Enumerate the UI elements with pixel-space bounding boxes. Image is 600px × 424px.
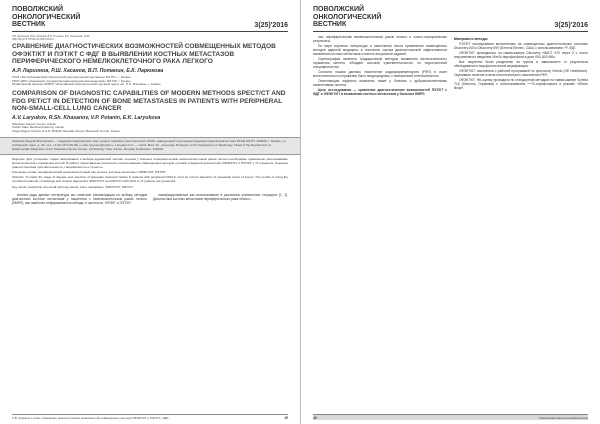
article-title-ru: СРАВНЕНИЕ ДИАГНОСТИЧЕСКИХ ВОЗМОЖНОСТЕЙ СОВМЕЩЕННЫХ МЕТОДОВ ОФЭКТ/КТ И ПЭТ/КТ С ФДГ В ВЫЯВЛЕНИИ КОСТНЫХ МЕТАСТАЗОВ ПЕРИФЕРИЧЕСКОГО НЕМЕЛКОКЛЕТОЧНОГО РАКА ЛЕГКОГО — [12, 43, 276, 66]
keywords-en: Key words: peripheral non-small cell lung cancer, bone metastases, SPECT/CT, PET/CT. — [12, 184, 134, 189]
udc-line: Л.Р. Ларионов, Р.Ш. Хасанов, В.П. Потанин, Е.К. Ларюкова, 2016 — [12, 34, 90, 38]
paragraph: ОФЭКТ/КТ: выполнена с рабочей программой по протоколу Xeleris (GE Healthcare). Оценивали наличие очагов патологического накопления РФП. — [454, 69, 588, 78]
affiliation-en-2: Kazan State Medical Academy, Kazan — [12, 125, 65, 130]
udc-code: УДК 616-073.75:616.24-006.6-033.2 — [12, 38, 55, 42]
affiliation-ru-1: ГАУЗ «Республиканский клинический онкологический диспансер МЗ РТ», г. Казань — [12, 74, 131, 79]
paragraph: ОФЭКТ/КТ: ФК-оценку проводили по стандартной методике на гамма-камере Symbia T16 (Siemens, Германия) с использованием ⁹⁹ᵐTc-пирофосфата в режиме «Whole Body». — [454, 78, 588, 91]
body-columns — [313, 35, 588, 98]
correspondence-box: Ларюков Андрей Викторович — кандидат медицинских наук, доцент кафебры рентгенологии КГМА, заведующий отделением радионуклидной диагностики РКОД МЗ РТ. 420029, г. Казань, ул. Сибирский тракт, д. 29, тел. +7-917-874-45-08, e-mail: laryukov@mail.ru. Laryukov A.V. — Cand. Med. Sc., Associate Professor of the Department of Radiology, Head of the Department of Radionuclide Diagnosis of the Tatarstan Cancer Center. 29 Sibirsky Trakt, Kazan, Russian Federation, 420029. — [0, 137, 300, 155]
paragraph: ласифицированные как использование в различных клинических ситуациях [1, 2]. Диагностика костных метастазов периферического рака лёгкого... — [153, 193, 288, 202]
issue-number: 3(25)'2016 — [554, 21, 588, 29]
paragraph: Цель исследования — сравнение диагностических возможностей ПЭТ/КТ с ФДГ и ОФЭКТ/КТ в выявлении костных метастазов у больных НМРЛ. — [313, 88, 447, 97]
abstract-en: Abstract. To clarify the stage of disease and selection of adequate treatment tactics in patients with peripheral NSCLC must be correct detection of metastatic lesion of bones. The results of using the combined methods of radiology and nuclear diagnostics SPECT/CT and PET/CT with FDG in 71 patients are presented. — [12, 175, 288, 184]
paragraph: Согласно нашим данным, накопление радиофармпрепарата (РФП) в очаге метастатического поражения было неоднородным, с повышенной интенсивностью. — [313, 70, 447, 79]
body-column-1 — [12, 193, 147, 206]
article-title-en: COMPARISON OF DIAGNOSTIC CAPABILITIES OF MODERN METHODS SPECT/CT AND FDG PET/CT IN DETECTION OF BONE METASTASES IN PATIENTS WITH PERIPHERAL NON-SMALL-CELL LUNG CANCER — [12, 90, 286, 113]
right-page — [300, 0, 600, 424]
authors-en: A.V. Laryukov, R.Sh. Khasanov, V.P. Potanin, E.K. Laryukova — [12, 114, 161, 121]
paragraph: ОФЭКТ/КТ проводилась на гамма-камере Discovery NM/CT 670 через 3 ч после внутривенного введения 99mTc-пирофосфата в дозе 600–800 МБк. — [454, 50, 588, 59]
affiliation-ru-3: Приволжский филиал ФГБНУ «Российский онкологический научный центр им. Н.Н. Блохина», г. Казань — [12, 82, 161, 87]
section-heading: Материал и методы — [454, 36, 488, 41]
page-number: 45 — [284, 416, 288, 420]
paragraph: Анализ ряда данных литературы мы отметили рекомендации по выбору методов диагностики костных метастазов у пациентов с немелкоклеточным раком легкого (НМРЛ), как наиболее информативного метода, в частности, ОФЭКТ и ПЭТ/КТ. — [12, 193, 147, 206]
body-column-2 — [153, 193, 288, 206]
paragraph: ных периферическим немелкоклеточным раком легкого и ложно-отрицательные результаты. — [313, 34, 447, 43]
affiliation-en-3: Volga Region branch of N.N. Blokhin Russian Cancer Research Center, Kazan — [12, 129, 120, 134]
footer-citation: А.В. Ларюков и соавт. Сравнение диагностических возможностей совмещённых методов ОФЭКТ/КТ и ПЭТ/КТ с ФДГ... — [12, 416, 171, 420]
journal-name: ПОВОЛЖСКИЙ ОНКОЛОГИЧЕСКИЙ ВЕСТНИК — [313, 6, 382, 29]
paragraph: Сцинтиграфия является традиционным методом выявления метастатического поражения скелета, обладает высокой чувствительностью, но недостаточной специфичностью. — [313, 57, 447, 70]
issue-number: 3(25)'2016 — [254, 21, 288, 29]
abstract-block — [12, 158, 288, 189]
abstract-ru: Реферат. Для уточнения стадии заболевания и выбора адекватной тактики лечения у больных периферическим немелкоклеточным раком легкого необходимо правильное распознавание метастатического поражения костей. В работе представлены результаты использования совмещенных методов лучевой и ядерной диагностики ОФЭКТ/КТ и ПЭТ/КТ у 71 пациента. Оценены диагностическая чувствительность, специфичность и точность. — [12, 156, 288, 169]
body-column-2 — [454, 35, 588, 98]
page-header — [12, 6, 288, 32]
authors-ru: А.Р. Ларионов, Р.Ш. Хасанов, В.П. Потанин, Е.К. Ларюкова — [12, 67, 164, 74]
page-footer — [313, 414, 588, 421]
page-footer — [12, 414, 288, 421]
page-number: 46 — [313, 416, 317, 420]
paragraph: Все пациенты были разделены на группы в зависимости от результатов обследования и морфологической верификации. — [454, 60, 588, 69]
journal-name: ПОВОЛЖСКИЙ ОНКОЛОГИЧЕСКИЙ ВЕСТНИК — [12, 6, 81, 29]
body-column-1 — [313, 35, 447, 98]
paragraph: По мере изучения литературы и накопления опыта применения совмещённых методов ядерной медицины в онкологии оценка диагностической эффективности выявления костных метастазов остается актуальной задачей. — [313, 43, 447, 56]
paragraph: Осветляющие эффекты выявлены также у больных с доброкачественными изменениями скелета. — [313, 79, 447, 88]
footer-journal: Поволжский онкологический вестник — [538, 416, 588, 420]
paragraph: ПЭТ/КТ исследования выполнялись на совмещенных диагностических системах Discovery 600 и Discovery 690 (General Electric, США) с использованием ¹⁸F-ФДГ. — [454, 41, 588, 50]
affiliation-en-1: Tatarstan Cancer Center, Kazan — [12, 121, 57, 126]
affiliation-ru-2: ГБОУ ДПО «Казанская государственная медицинская академия» МЗ РФ, г. Казань — [12, 78, 131, 83]
keywords-ru: Ключевые слова: периферический немелкоклеточный рак легкого, костные метастазы, ОФЭКТ/КТ, ПЭТ/КТ. — [12, 170, 167, 174]
page-header — [313, 6, 588, 32]
body-columns — [12, 193, 288, 206]
